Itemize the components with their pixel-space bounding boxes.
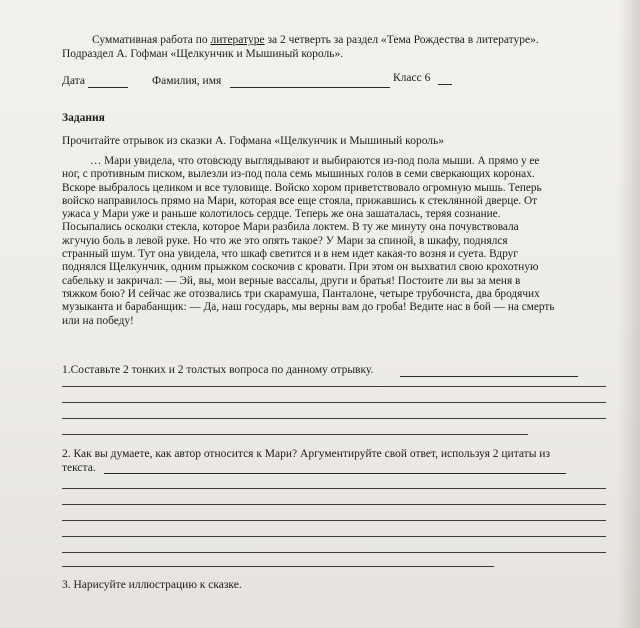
title-suffix: за 2 четверть за раздел «Тема Рождества в литературе». bbox=[264, 34, 539, 46]
tasks-heading: Задания bbox=[62, 112, 105, 124]
excerpt-line: музыканта и барабанщик: — Да, наш государь, мы верны вам до гроба! Ведите нас в бой — на смерть bbox=[62, 301, 555, 314]
q2-answer-line[interactable] bbox=[62, 504, 606, 505]
class-field[interactable] bbox=[438, 84, 452, 85]
question-2-continued: текста. bbox=[62, 462, 96, 474]
excerpt-line: странный шум. Тут она увидела, что шкаф светится и в нем идет какая-то возня и суета. Вдруг bbox=[62, 248, 518, 261]
excerpt-text bbox=[62, 155, 610, 328]
q2-answer-line[interactable] bbox=[62, 536, 606, 537]
title-subject: литературе bbox=[210, 34, 265, 46]
class-label: Класс 6 bbox=[393, 72, 431, 84]
q2-answer-line[interactable] bbox=[62, 520, 606, 521]
q2-answer-line-inline[interactable] bbox=[104, 473, 566, 474]
q1-answer-line-inline[interactable] bbox=[400, 376, 578, 377]
name-label: Фамилия, имя bbox=[152, 75, 222, 87]
excerpt-line: … Мари увидела, что отовсюду выглядывают и выбираются из-под пола мыши. А прямо у ее bbox=[90, 155, 540, 167]
worksheet-title bbox=[92, 34, 539, 47]
excerpt-line: сабельку и закричал: — Эй, вы, мои верные вассалы, други и братья! Постоите ли вы за меня в bbox=[62, 274, 521, 287]
section-title: Подраздел А. Гофман «Щелкунчик и Мышиный король». bbox=[62, 48, 344, 60]
q2-answer-line[interactable] bbox=[62, 488, 606, 489]
excerpt-line: Вскоре выбралось целиком и все туловище. Войско хором приветствовало огромную мышь. Теперь bbox=[62, 181, 542, 194]
excerpt-line: ног, с противным писком, вылезли из-под пола семь мышиных голов в семи сверкающих коронах. bbox=[62, 168, 535, 181]
question-2: 2. Как вы думаете, как автор относится к Мари? Аргументируйте свой ответ, используя 2 цитаты из bbox=[62, 448, 550, 460]
excerpt-line: или на победу! bbox=[62, 314, 134, 327]
q2-answer-line[interactable] bbox=[62, 566, 494, 567]
question-1: 1.Составьте 2 тонких и 2 толстых вопроса по данному отрывку. bbox=[62, 364, 374, 376]
q2-answer-line[interactable] bbox=[62, 552, 606, 553]
excerpt-line: войско направилось прямо на Мари, которая все еще стояла, прижавшись к стеклянной дверце. От bbox=[62, 194, 538, 207]
question-3: 3. Нарисуйте иллюстрацию к сказке. bbox=[62, 579, 242, 591]
q1-answer-line[interactable] bbox=[62, 402, 606, 403]
page-shadow bbox=[618, 0, 640, 628]
q1-answer-line[interactable] bbox=[62, 418, 606, 419]
q1-answer-line[interactable] bbox=[62, 434, 528, 435]
date-label: Дата bbox=[62, 75, 85, 87]
tasks-intro: Прочитайте отрывок из сказки А. Гофмана «Щелкунчик и Мышиный король» bbox=[62, 135, 445, 147]
excerpt-line: Посыпались осколки стекла, которое Мари разбила локтем. В ту же минуту она почувствовала bbox=[62, 221, 519, 234]
excerpt-line: тяжком бою? И сейчас же отозвались три скарамуша, Панталоне, четыре трубочиста, два бродячих bbox=[62, 287, 540, 300]
excerpt-line: жгучую боль в левой руке. Но что же это опять такое? У Мари за спиной, в шкафу, поднялся bbox=[62, 234, 508, 247]
q1-answer-line[interactable] bbox=[62, 386, 606, 387]
name-field[interactable] bbox=[230, 87, 390, 88]
excerpt-line: ужаса у Мари уже и раньше колотилось сердце. Теперь же она зашаталась, теряя сознание. bbox=[62, 208, 501, 221]
title-prefix: Суммативная работа по bbox=[92, 34, 211, 46]
date-field[interactable] bbox=[88, 87, 128, 88]
excerpt-line: поднялся Щелкунчик, одним прыжком соскочив с кровати. При этом он выхватил свою крохотную bbox=[62, 261, 539, 274]
